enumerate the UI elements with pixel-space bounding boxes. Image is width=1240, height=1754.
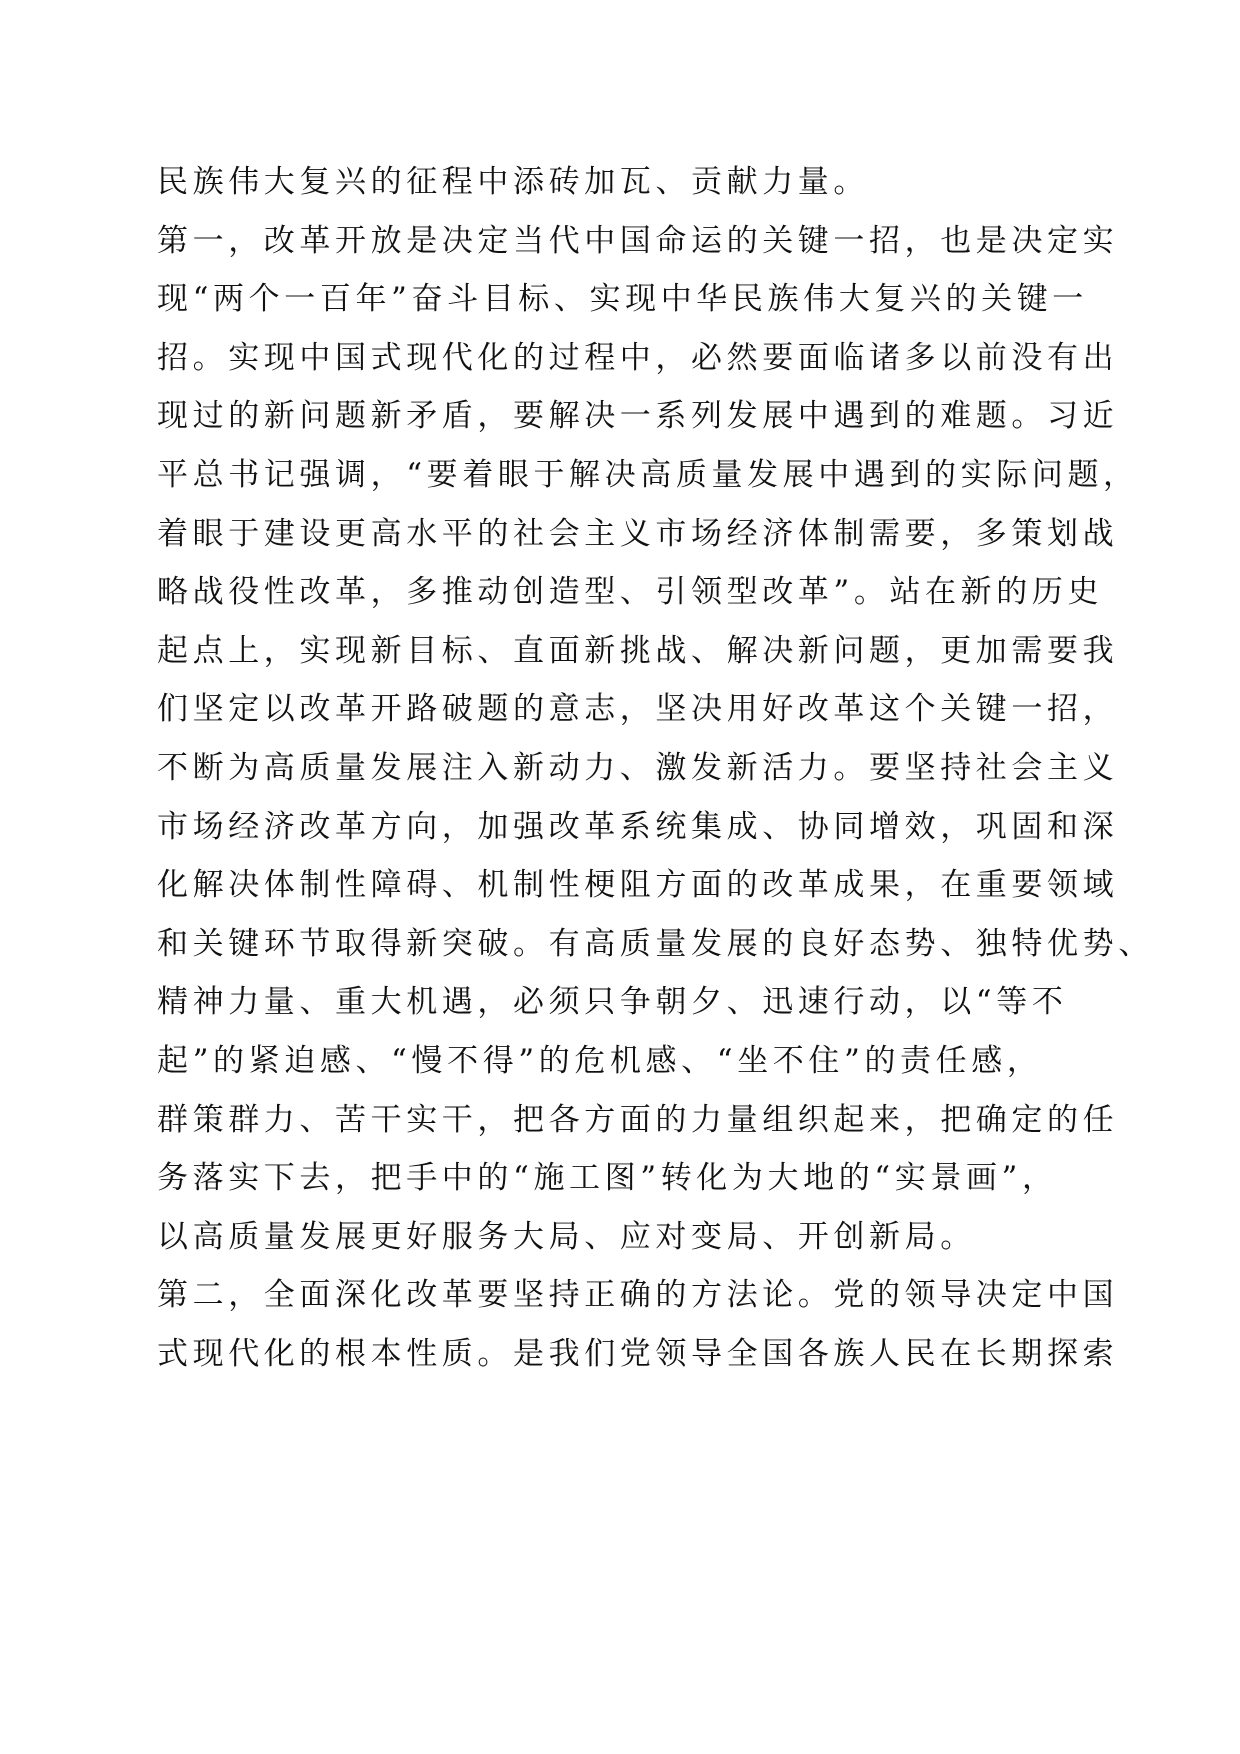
text-line: 着眼于建设更高水平的社会主义市场经济体制需要，多策划战 bbox=[157, 515, 1119, 552]
text-line: 和关键环节取得新突破。有高质量发展的良好态势、独特优势、 bbox=[157, 925, 1154, 962]
text-line: 招。实现中国式现代化的过程中，必然要面临诸多以前没有出 bbox=[157, 339, 1119, 376]
text-line: 精神力量、重大机遇，必须只争朝夕、迅速行动，以“等不 bbox=[157, 984, 1068, 1021]
text-line: 第二，全面深化改革要坚持正确的方法论。党的领导决定中国 bbox=[157, 1277, 1119, 1314]
text-line: 略战役性改革，多推动创造型、引领型改革”。站在新的历史 bbox=[157, 574, 1104, 611]
text-line: 现过的新问题新矛盾，要解决一系列发展中遇到的难题。习近 bbox=[157, 398, 1119, 435]
text-line: 市场经济改革方向，加强改革系统集成、协同增效，巩固和深 bbox=[157, 808, 1119, 845]
text-line: 不断为高质量发展注入新动力、激发新活力。要坚持社会主义 bbox=[157, 749, 1119, 786]
text-line: 平总书记强调，“要着眼于解决高质量发展中遇到的实际问题， bbox=[157, 456, 1139, 493]
text-line: 起点上，实现新目标、直面新挑战、解决新问题，更加需要我 bbox=[157, 632, 1119, 669]
document-body bbox=[157, 153, 1154, 1383]
text-line: 起”的紧迫感、“慢不得”的危机感、“坐不住”的责任感， bbox=[157, 1042, 1043, 1079]
text-line: 群策群力、苦干实干，把各方面的力量组织起来，把确定的任 bbox=[157, 1101, 1119, 1138]
text-line: 式现代化的根本性质。是我们党领导全国各族人民在长期探索 bbox=[157, 1335, 1119, 1372]
text-line: 以高质量发展更好服务大局、应对变局、开创新局。 bbox=[157, 1218, 976, 1255]
text-line: 现“两个一百年”奋斗目标、实现中华民族伟大复兴的关键一 bbox=[157, 281, 1088, 318]
text-line: 第一，改革开放是决定当代中国命运的关键一招，也是决定实 bbox=[157, 222, 1119, 259]
text-line: 务落实下去，把手中的“施工图”转化为大地的“实景画”， bbox=[157, 1160, 1058, 1197]
text-line: 们坚定以改革开路破题的意志，坚决用好改革这个关键一招， bbox=[157, 691, 1119, 728]
text-line: 化解决体制性障碍、机制性梗阻方面的改革成果，在重要领域 bbox=[157, 867, 1119, 904]
text-line: 民族伟大复兴的征程中添砖加瓦、贡献力量。 bbox=[157, 164, 869, 200]
